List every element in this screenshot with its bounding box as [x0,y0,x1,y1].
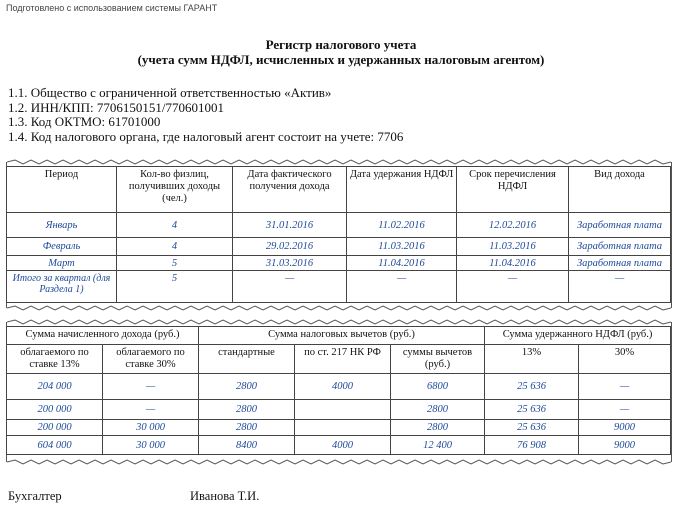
info-line-inn: 1.2. ИНН/КПП: 7706150151/770601001 [8,99,224,115]
cell-tax-30: 9000 [579,420,671,436]
cell-tax-30: — [579,374,671,400]
col-tax-30: 30% [579,345,671,374]
cell-period: Февраль [7,238,117,256]
cell-tax-13: 25 636 [485,420,579,436]
table-row [7,400,671,420]
info-line-oktmo: 1.3. Код ОКТМО: 61701000 [8,114,161,130]
cell-deductions-total: 6800 [391,374,485,400]
col-income-30: облагаемого по ставке 30% [103,345,199,374]
cell-period-total: Итого за квартал (для Раздела 1) [7,271,117,303]
cell-tax-13: 25 636 [485,374,579,400]
garant-note: Подготовлено с использованием системы ГАРАНТ [6,3,218,13]
cell-income-13: 200 000 [7,400,103,420]
cell-income-30: 30 000 [103,420,199,436]
cell-persons-total: 5 [117,271,233,303]
cell-withholding-date: 11.02.2016 [347,213,457,238]
col-standard-deductions: стандартные [199,345,295,374]
cell-tax-30: — [579,400,671,420]
cell-withholding-date-total: — [347,271,457,303]
cell-withholding-date: 11.03.2016 [347,238,457,256]
signature-role: Бухгалтер [8,489,62,503]
col-income-type: Вид дохода [569,167,671,213]
cell-income-type: Заработная плата [569,238,671,256]
torn-edge-top [7,159,671,165]
cell-standard: 8400 [199,436,295,455]
group-withheld-tax: Сумма удержанного НДФЛ (руб.) [485,327,671,345]
cell-income-type: Заработная плата [569,256,671,271]
table2-group-header-row [7,327,671,345]
group-income: Сумма начисленного дохода (руб.) [7,327,199,345]
cell-transfer-deadline-total: — [457,271,569,303]
col-transfer-deadline: Срок перечисления НДФЛ [457,167,569,213]
cell-income-date: 31.03.2016 [233,256,347,271]
col-period: Период [7,167,117,213]
cell-transfer-deadline: 11.04.2016 [457,256,569,271]
info-line-tax-office: 1.4. Код налогового органа, где налоговый агент состоит на учете: 7706 [8,128,404,144]
table-row-total [7,436,671,455]
cell-income-13: 200 000 [7,420,103,436]
group-deductions: Сумма налоговых вычетов (руб.) [199,327,485,345]
cell-tax-13: 25 636 [485,400,579,420]
table2-sub-header-row [7,345,671,374]
table-row [7,420,671,436]
register-subtitle: (учета сумм НДФЛ, исчисленных и удержанных налоговым агентом) [137,52,545,67]
signature-name: Иванова Т.И. [190,489,260,503]
table1-header-row [7,167,671,213]
cell-art217: 4000 [295,374,391,400]
cell-period: Январь [7,213,117,238]
col-deductions-total: суммы вычетов (руб.) [391,345,485,374]
register-table-periods [6,166,671,303]
cell-deductions-total: 2800 [391,420,485,436]
col-income-13: облагаемого по ставке 13% [7,345,103,374]
cell-income-30: — [103,400,199,420]
col-tax-13: 13% [485,345,579,374]
cell-transfer-deadline: 11.03.2016 [457,238,569,256]
info-line-org: 1.1. Общество с ограниченной ответственностью «Актив» [8,85,332,100]
cell-art217 [295,400,391,420]
cell-art217 [295,420,391,436]
cell-persons: 5 [117,256,233,271]
cell-income-date: 29.02.2016 [233,238,347,256]
torn-edge-top [7,319,671,325]
cell-income-13: 204 000 [7,374,103,400]
cell-period: Март [7,256,117,271]
col-income-date: Дата фактического получения дохода [233,167,347,213]
cell-persons: 4 [117,213,233,238]
cell-deductions-total: 2800 [391,400,485,420]
table-row [7,213,671,238]
cell-income-30: — [103,374,199,400]
cell-income-13: 604 000 [7,436,103,455]
cell-income-type: Заработная плата [569,213,671,238]
cell-tax-13: 76 908 [485,436,579,455]
register-title: Регистр налогового учета [265,37,417,52]
cell-persons: 4 [117,238,233,256]
table-row [7,374,671,400]
cell-income-type-total: — [569,271,671,303]
cell-deductions-total: 12 400 [391,436,485,455]
cell-standard: 2800 [199,400,295,420]
col-art217-deductions: по ст. 217 НК РФ [295,345,391,374]
col-withholding-date: Дата удержания НДФЛ [347,167,457,213]
organization-info [8,86,403,144]
cell-withholding-date: 11.04.2016 [347,256,457,271]
cell-transfer-deadline: 12.02.2016 [457,213,569,238]
cell-standard: 2800 [199,374,295,400]
cell-income-date-total: — [233,271,347,303]
torn-edge-bottom [7,305,671,311]
table-row [7,238,671,256]
cell-standard: 2800 [199,420,295,436]
table-row [7,256,671,271]
cell-income-30: 30 000 [103,436,199,455]
register-table-amounts [6,326,671,455]
table-row-total [7,271,671,303]
cell-art217: 4000 [295,436,391,455]
cell-tax-30: 9000 [579,436,671,455]
torn-edge-bottom [7,459,671,465]
cell-income-date: 31.01.2016 [233,213,347,238]
col-persons-count: Кол-во физлиц, получивших доходы (чел.) [117,167,233,213]
